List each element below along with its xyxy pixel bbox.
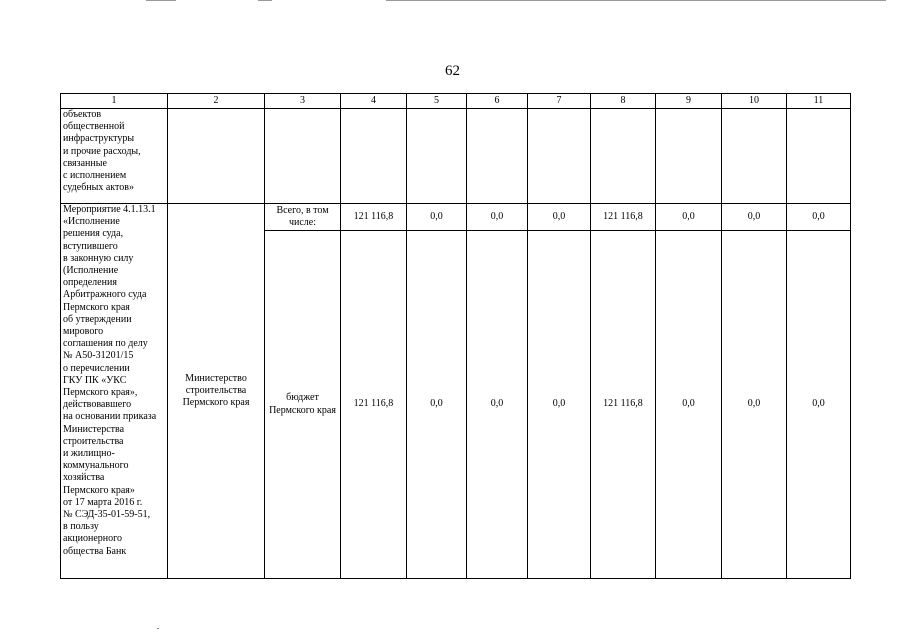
value-cell: 0,0: [787, 231, 851, 579]
event-name: Мероприятие 4.1.13.1 «Исполнение решения суда, вступившего в законную силу (Исполнение определения Арбитражного суда Пермского края об утверждении мирового соглашения по делу № А50-31201/15 о перечислении ГКУ ПК «УКС Пермского края», действовавшего на основании приказа Министерства строительства и жилищно- коммунального хозяйства Пермского края» от 17 марта 2016 г. № СЭД-35-01-59-51, в пользу акционерного общества Банк: [63, 204, 157, 557]
total-label-cell: [265, 204, 341, 231]
column-header: 8: [591, 94, 656, 109]
value-cell: 0,0: [407, 204, 467, 231]
column-header: 10: [722, 94, 787, 109]
budget-label-cell: [265, 231, 341, 579]
value-cell: 0,0: [656, 204, 722, 231]
column-header: 1: [61, 94, 168, 109]
executor-cell: [168, 204, 265, 579]
value-cell: 0,0: [407, 231, 467, 579]
value-cell: 0,0: [722, 231, 787, 579]
value-cell: 0,0: [656, 231, 722, 579]
table-row: [61, 204, 851, 231]
column-number-row: [61, 94, 851, 109]
executor: Министерство строительства Пермского края: [182, 372, 250, 409]
total-label: Всего, в том числе:: [276, 204, 329, 228]
continuation-cell: [61, 109, 168, 204]
empty-cell: [467, 109, 528, 204]
empty-cell: [787, 109, 851, 204]
table-row: [61, 109, 851, 204]
empty-cell: [722, 109, 787, 204]
column-header: 2: [168, 94, 265, 109]
column-header: 11: [787, 94, 851, 109]
value-cell: 121 116,8: [341, 204, 407, 231]
value-cell: 0,0: [467, 231, 528, 579]
column-header: 7: [528, 94, 591, 109]
column-header: 5: [407, 94, 467, 109]
value-cell: 0,0: [528, 204, 591, 231]
value-cell: 121 116,8: [591, 204, 656, 231]
event-name-cell: [61, 204, 168, 579]
value-cell: 0,0: [467, 204, 528, 231]
budget-table: [60, 93, 851, 579]
column-header: 3: [265, 94, 341, 109]
page-number: 62: [445, 63, 460, 79]
budget-label: бюджет Пермского края: [269, 392, 336, 416]
value-cell: 0,0: [528, 231, 591, 579]
column-header: 4: [341, 94, 407, 109]
value-cell: 121 116,8: [341, 231, 407, 579]
empty-cell: [407, 109, 467, 204]
column-header: 9: [656, 94, 722, 109]
empty-cell: [265, 109, 341, 204]
empty-cell: [168, 109, 265, 204]
value-cell: 0,0: [787, 204, 851, 231]
column-header: 6: [467, 94, 528, 109]
empty-cell: [341, 109, 407, 204]
value-cell: 121 116,8: [591, 231, 656, 579]
value-cell: 0,0: [722, 204, 787, 231]
empty-cell: [656, 109, 722, 204]
continuation-text: объектов общественной инфраструктуры и прочие расходы, связанные с исполнением судебных актов»: [63, 109, 141, 194]
empty-cell: [591, 109, 656, 204]
empty-cell: [528, 109, 591, 204]
